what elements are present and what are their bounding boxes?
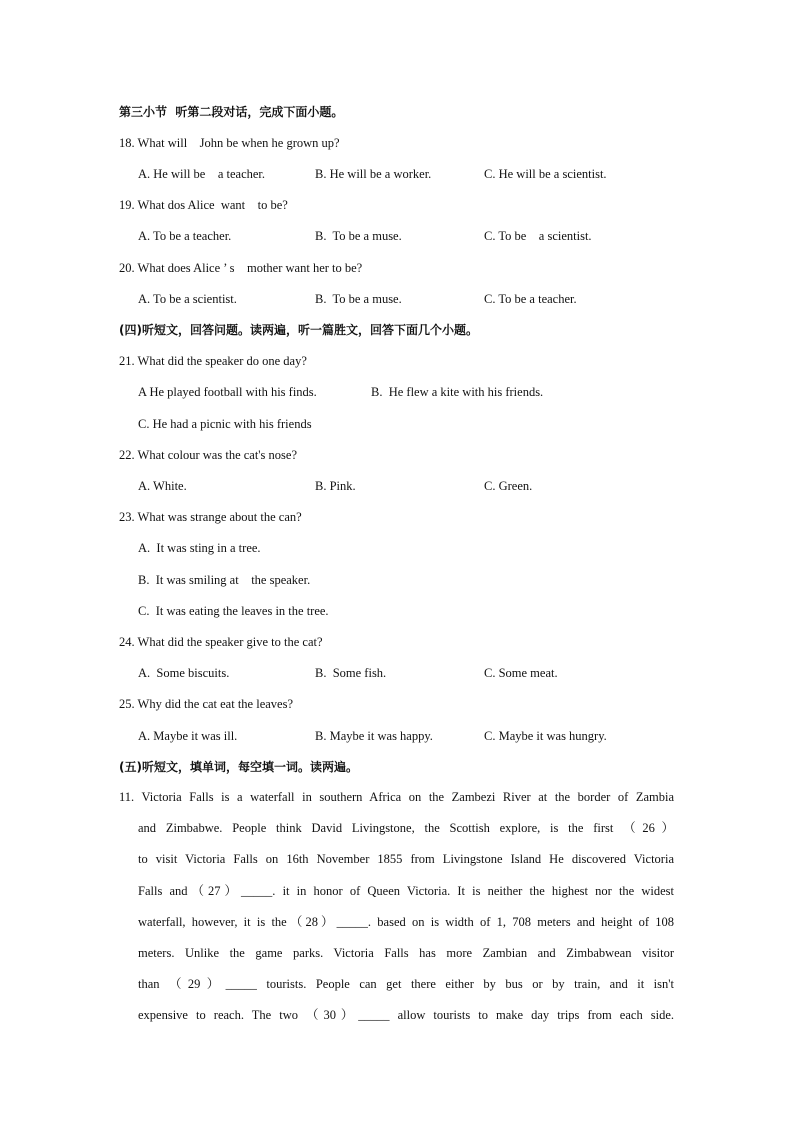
passage-line: waterfall, however, it is the（28）_____. based on is width of 1, 708 meters and height of 108	[138, 914, 674, 929]
question-24-option-c: C. Some meat.	[484, 666, 558, 680]
question-18-stem: 18. What will John be when he grown up?	[119, 136, 340, 150]
question-25-option-a: A. Maybe it was ill.	[138, 729, 238, 743]
question-20-stem: 20. What does Alice ’ s mother want her to be?	[119, 261, 363, 275]
question-19-option-c: C. To be a scientist.	[484, 229, 592, 243]
passage-line: than （29）_____ tourists. People can get there either by bus or by train, and it isn't	[138, 977, 674, 992]
passage-line: meters. Unlike the game parks. Victoria Falls has more Zambian and Zimbabwean visitor	[138, 945, 674, 960]
question-25-option-b: B. Maybe it was happy.	[315, 729, 433, 743]
passage-line: to visit Victoria Falls on 16th November 1855 from Livingstone Island He discovered Victoria	[138, 852, 674, 867]
question-23-option-a: A. It was sting in a tree.	[138, 541, 261, 555]
question-24-stem: 24. What did the speaker give to the cat?	[119, 635, 323, 649]
question-22-option-a: A. White.	[138, 479, 187, 493]
question-21-stem: 21. What did the speaker do one day?	[119, 354, 307, 368]
question-24-option-b: B. Some fish.	[315, 666, 387, 680]
question-22-option-c: C. Green.	[484, 479, 533, 493]
question-19-option-a: A. To be a teacher.	[138, 229, 232, 243]
question-20-option-b: B. To be a muse.	[315, 292, 402, 306]
passage	[119, 782, 674, 1032]
question-18-option-b: B. He will be a worker.	[315, 167, 432, 181]
question-23-stem: 23. What was strange about the can?	[119, 510, 302, 524]
question-21-option-c: C. He had a picnic with his friends	[138, 417, 312, 431]
question-25-stem: 25. Why did the cat eat the leaves?	[119, 697, 294, 711]
question-20-option-c: C. To be a teacher.	[484, 292, 577, 306]
question-22-stem: 22. What colour was the cat's nose?	[119, 448, 298, 462]
question-25-option-c: C. Maybe it was hungry.	[484, 729, 607, 743]
question-19-stem: 19. What dos Alice want to be?	[119, 198, 288, 212]
question-21-option-a: A He played football with his finds.	[138, 385, 317, 399]
question-23-option-c: C. It was eating the leaves in the tree.	[138, 604, 329, 618]
question-23-option-b: B. It was smiling at the speaker.	[138, 573, 311, 587]
section3-heading: 第三小节 听第二段对话，完成下面小题。	[119, 105, 344, 119]
passage-line: and Zimbabwe. People think David Livingstone, the Scottish explore, is the first （26）	[138, 821, 674, 836]
question-24-option-a: A. Some biscuits.	[138, 666, 230, 680]
passage-line: expensive to reach. The two （30）_____ allow tourists to make day trips from each side.	[138, 1008, 674, 1023]
question-20-option-a: A. To be a scientist.	[138, 292, 237, 306]
section4-heading: (四)听短文，回答问题。读两遍，听一篇胜文，回答下面几个小题。	[119, 323, 478, 337]
question-19-option-b: B. To be a muse.	[315, 229, 402, 243]
passage-line: Falls and（27）_____. it in honor of Queen Victoria. It is neither the highest nor the widest	[138, 883, 674, 898]
question-18-option-a: A. He will be a teacher.	[138, 167, 266, 181]
passage-line: 11. Victoria Falls is a waterfall in southern Africa on the Zambezi River at the border of Zambia	[119, 790, 674, 804]
question-21-option-b: B. He flew a kite with his friends.	[371, 385, 544, 399]
question-22-option-b: B. Pink.	[315, 479, 356, 493]
question-18-option-c: C. He will be a scientist.	[484, 167, 607, 181]
section5-heading: (五)听短文，填单词，每空填一词。读两遍。	[119, 760, 358, 774]
